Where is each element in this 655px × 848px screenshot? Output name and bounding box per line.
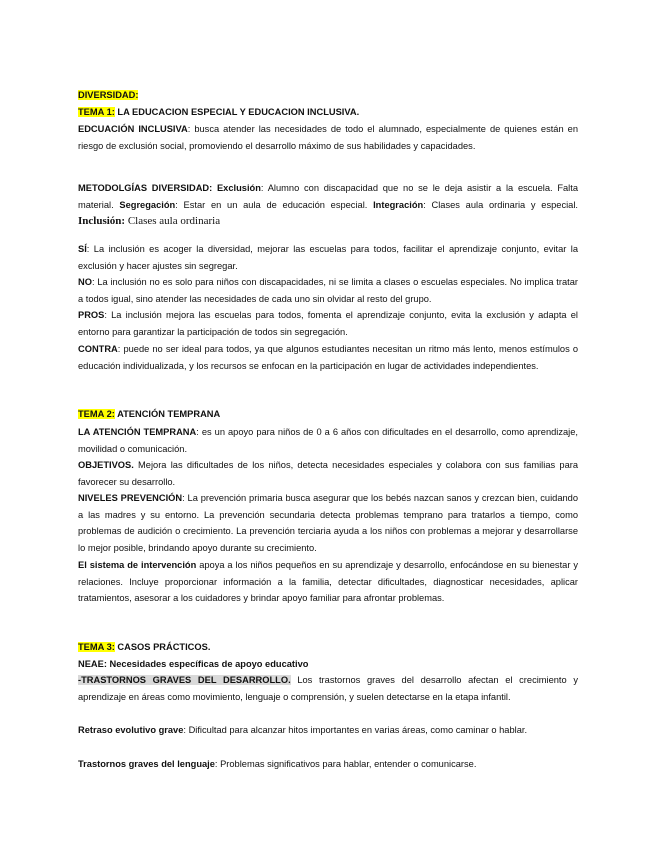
metodo-label: METODOLGÍAS DIVERSIDAD:: [78, 183, 213, 193]
tema3-title: CASOS PRÁCTICOS.: [114, 642, 211, 652]
inclusion-text: Clases aula ordinaria: [125, 215, 221, 228]
neae-line: [78, 656, 578, 673]
contra-label: CONTRA: [78, 344, 118, 354]
paragraph-pros: [78, 307, 578, 340]
tema1-heading: [78, 104, 578, 121]
tema3-heading: [78, 639, 578, 656]
exclusion-text: : Alumno con discapacidad que no se le deja asistir a la escuela. Falta material.: [78, 183, 578, 210]
niveles-label: NIVELES PREVENCIÓN: [78, 493, 183, 503]
paragraph-metodologias: [78, 180, 578, 230]
lenguaje-label: Trastornos graves del lenguaje: [78, 759, 215, 769]
at-label: LA ATENCIÓN TEMPRANA: [78, 427, 197, 437]
pros-label: PROS: [78, 310, 105, 320]
objetivos-text: Mejora las dificultades de los niños, detecta necesidades especiales y colabora con sus familias para favorecer su desarrollo.: [78, 460, 578, 487]
no-text: : La inclusión no es solo para niños con discapacidades, ni se limita a clases o escuelas especiales. No implica tratar a todos igual, sino atender las necesidades de cada uno sin olvidar al resto del grupo.: [78, 277, 578, 304]
tema2-label: TEMA 2:: [78, 409, 115, 419]
lenguaje-text: : Problemas significativos para hablar, entender o comunicarse.: [214, 759, 477, 769]
inclusion-label: Inclusión:: [78, 215, 126, 228]
trastornos-label: -TRASTORNOS GRAVES DEL DESARROLLO.: [78, 675, 291, 685]
segregacion-text: : Estar en un aula de educación especial.: [175, 199, 374, 210]
contra-text: : puede no ser ideal para todos, ya que algunos estudiantes necesitan un ritmo más lento, menos estímulos o educación individualizada, y los recursos se enfocan en la participación en lugar de actividades independientes.: [78, 344, 578, 371]
paragraph-contra: [78, 341, 578, 374]
retraso-text: : Dificultad para alcanzar hitos importantes en varias áreas, como caminar o hablar.: [183, 725, 528, 735]
inclusiva-text: : busca atender las necesidades de todo el alumnado, especialmente de quienes están en riesgo de exclusión social, promoviendo el desarrollo máximo de sus habilidades y capacidades.: [78, 124, 578, 151]
paragraph-trastornos-graves: [78, 672, 578, 705]
neae-text: NEAE: Necesidades específicas de apoyo educativo: [78, 659, 309, 669]
sistema-text: apoya a los niños pequeños en su aprendizaje y desarrollo, enfocándose en su bienestar y relaciones. Incluye proporcionar información a la familia, detectar dificultades, diagnosticar necesidades, aplicar tratamientos, asesorar a los cuidadores y brindar apoyo familiar para afrontar problemas.: [78, 560, 578, 604]
tema2-heading: [78, 406, 578, 423]
integracion-text: : Clases aula ordinaria y especial.: [423, 199, 578, 210]
tema2-title: ATENCIÓN TEMPRANA: [114, 409, 221, 419]
inclusiva-label: EDCUACIÓN INCLUSIVA: [78, 124, 188, 134]
paragraph-niveles-prevencion: [78, 490, 578, 556]
document-title: [78, 87, 578, 104]
segregacion-label: Segregación: [119, 199, 176, 210]
integracion-label: Integración: [373, 199, 424, 210]
pros-text: : La inclusión mejora las escuelas para todos, fomenta el aprendizaje conjunto, evita la exclusión y adapta el entorno para garantizar la participación de todos sin segregación.: [78, 310, 578, 337]
tema1-title: LA EDUCACION ESPECIAL Y EDUCACION INCLUSIVA.: [114, 107, 360, 117]
tema3-label: TEMA 3:: [78, 642, 115, 652]
at-text: : es un apoyo para niños de 0 a 6 años con dificultades en el desarrollo, como aprendizaje, movilidad o comunicación.: [78, 427, 578, 454]
paragraph-no: [78, 274, 578, 307]
no-label: NO: [78, 277, 92, 287]
paragraph-educacion-inclusiva: [78, 121, 578, 154]
paragraph-sistema-intervencion: [78, 557, 578, 607]
niveles-text: : La prevención primaria busca asegurar que los bebés nazcan sanos y crezcan bien, cuidando a las madres y su entorno. La prevención secundaria detecta problemas temprano para tratarlos a tiempo, como problemas de audición o crecimiento. La prevención terciaria ayuda a los niños con problemas a mejorar y desarrollarse lo mejor posible, brindando apoyo durante su crecimiento.: [78, 493, 578, 553]
paragraph-objetivos: [78, 457, 578, 490]
exclusion-label: Exclusión: [212, 183, 261, 193]
si-text: : La inclusión es acoger la diversidad, mejorar las escuelas para todos, facilitar el aprendizaje conjunto, evitar la exclusión y hacer ajustes sin segregar.: [78, 244, 578, 271]
si-label: SÍ: [78, 244, 87, 254]
paragraph-trastornos-lenguaje: [78, 756, 578, 773]
objetivos-label: OBJETIVOS.: [78, 460, 134, 470]
trastornos-text: Los trastornos graves del desarrollo afectan el crecimiento y aprendizaje en áreas como movimiento, lenguaje o comprensión, y suelen detectarse en la etapa infantil.: [78, 675, 578, 702]
paragraph-si: [78, 241, 578, 274]
paragraph-retraso-evolutivo: [78, 722, 578, 739]
retraso-label: Retraso evolutivo grave: [78, 725, 184, 735]
sistema-label: El sistema de intervención: [78, 560, 197, 570]
paragraph-atencion-temprana: [78, 424, 578, 457]
tema1-label: TEMA 1:: [78, 107, 115, 117]
title-diversidad: DIVERSIDAD:: [78, 90, 139, 100]
